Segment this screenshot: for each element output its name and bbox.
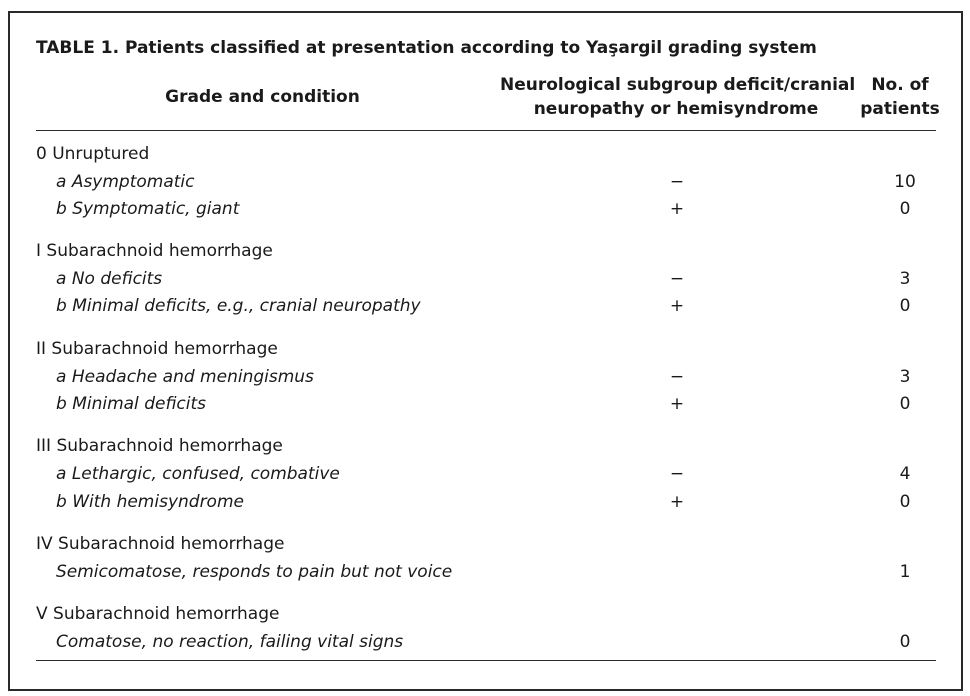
row-condition: a Lethargic, confused, combative — [56, 464, 340, 484]
row-count: 3 — [899, 367, 911, 387]
row-count: 1 — [899, 562, 911, 582]
table-row — [0, 391, 970, 417]
row-condition: a Headache and meningismus — [56, 367, 314, 387]
header-grade-label: Grade and condition — [165, 87, 360, 107]
row-condition: a No deficits — [56, 269, 163, 289]
header-number-of-patients — [850, 73, 950, 121]
table-row — [0, 364, 970, 390]
row-condition: b Symptomatic, giant — [56, 199, 240, 219]
table-row — [0, 433, 970, 459]
row-count: 10 — [894, 172, 916, 192]
row-count: 0 — [899, 394, 911, 414]
row-condition: I Subarachnoid hemorrhage — [36, 241, 273, 261]
table-row — [0, 336, 970, 362]
row-condition: III Subarachnoid hemorrhage — [36, 436, 283, 456]
row-condition: Semicomatose, responds to pain but not voice — [56, 562, 453, 582]
table-row — [0, 461, 970, 487]
table-row — [0, 169, 970, 195]
row-condition: IV Subarachnoid hemorrhage — [36, 534, 285, 554]
row-sign: − — [669, 269, 685, 289]
header-neuro-line2: neuropathy or hemisyndrome — [533, 99, 819, 119]
row-count: 0 — [899, 199, 911, 219]
row-condition: a Asymptomatic — [56, 172, 195, 192]
header-count-line2: patients — [860, 99, 940, 119]
table-row — [0, 196, 970, 222]
table-row — [0, 531, 970, 557]
row-count: 0 — [899, 632, 911, 652]
row-sign: − — [669, 172, 685, 192]
row-sign: + — [669, 296, 685, 316]
row-condition: b With hemisyndrome — [56, 492, 244, 512]
table-row — [0, 489, 970, 515]
row-condition: b Minimal deficits, e.g., cranial neuropathy — [56, 296, 421, 316]
table-row — [0, 601, 970, 627]
row-sign: + — [669, 199, 685, 219]
row-condition: 0 Unruptured — [36, 144, 150, 164]
table-row — [0, 293, 970, 319]
row-condition: Comatose, no reaction, failing vital signs — [56, 632, 404, 652]
row-condition: V Subarachnoid hemorrhage — [36, 604, 280, 624]
row-count: 3 — [899, 269, 911, 289]
header-count-line1: No. of — [871, 75, 929, 95]
row-condition: b Minimal deficits — [56, 394, 207, 414]
table-title: TABLE 1. Patients classified at presentation according to Yaşargil grading system — [36, 38, 817, 58]
row-sign: − — [669, 464, 685, 484]
header-neurological-deficit — [500, 73, 856, 121]
row-condition: II Subarachnoid hemorrhage — [36, 339, 278, 359]
row-sign: − — [669, 367, 685, 387]
header-rule — [36, 130, 936, 131]
row-count: 0 — [899, 492, 911, 512]
table-row — [0, 266, 970, 292]
header-neuro-line1: Neurological subgroup deficit/cranial — [500, 75, 856, 95]
row-sign: + — [669, 394, 685, 414]
table-row — [0, 559, 970, 585]
row-sign: + — [669, 492, 685, 512]
table-row — [0, 238, 970, 264]
table-row — [0, 141, 970, 167]
header-grade-condition — [100, 85, 425, 109]
row-count: 4 — [899, 464, 911, 484]
table-row — [0, 629, 970, 655]
row-count: 0 — [899, 296, 911, 316]
footer-rule — [36, 660, 936, 661]
